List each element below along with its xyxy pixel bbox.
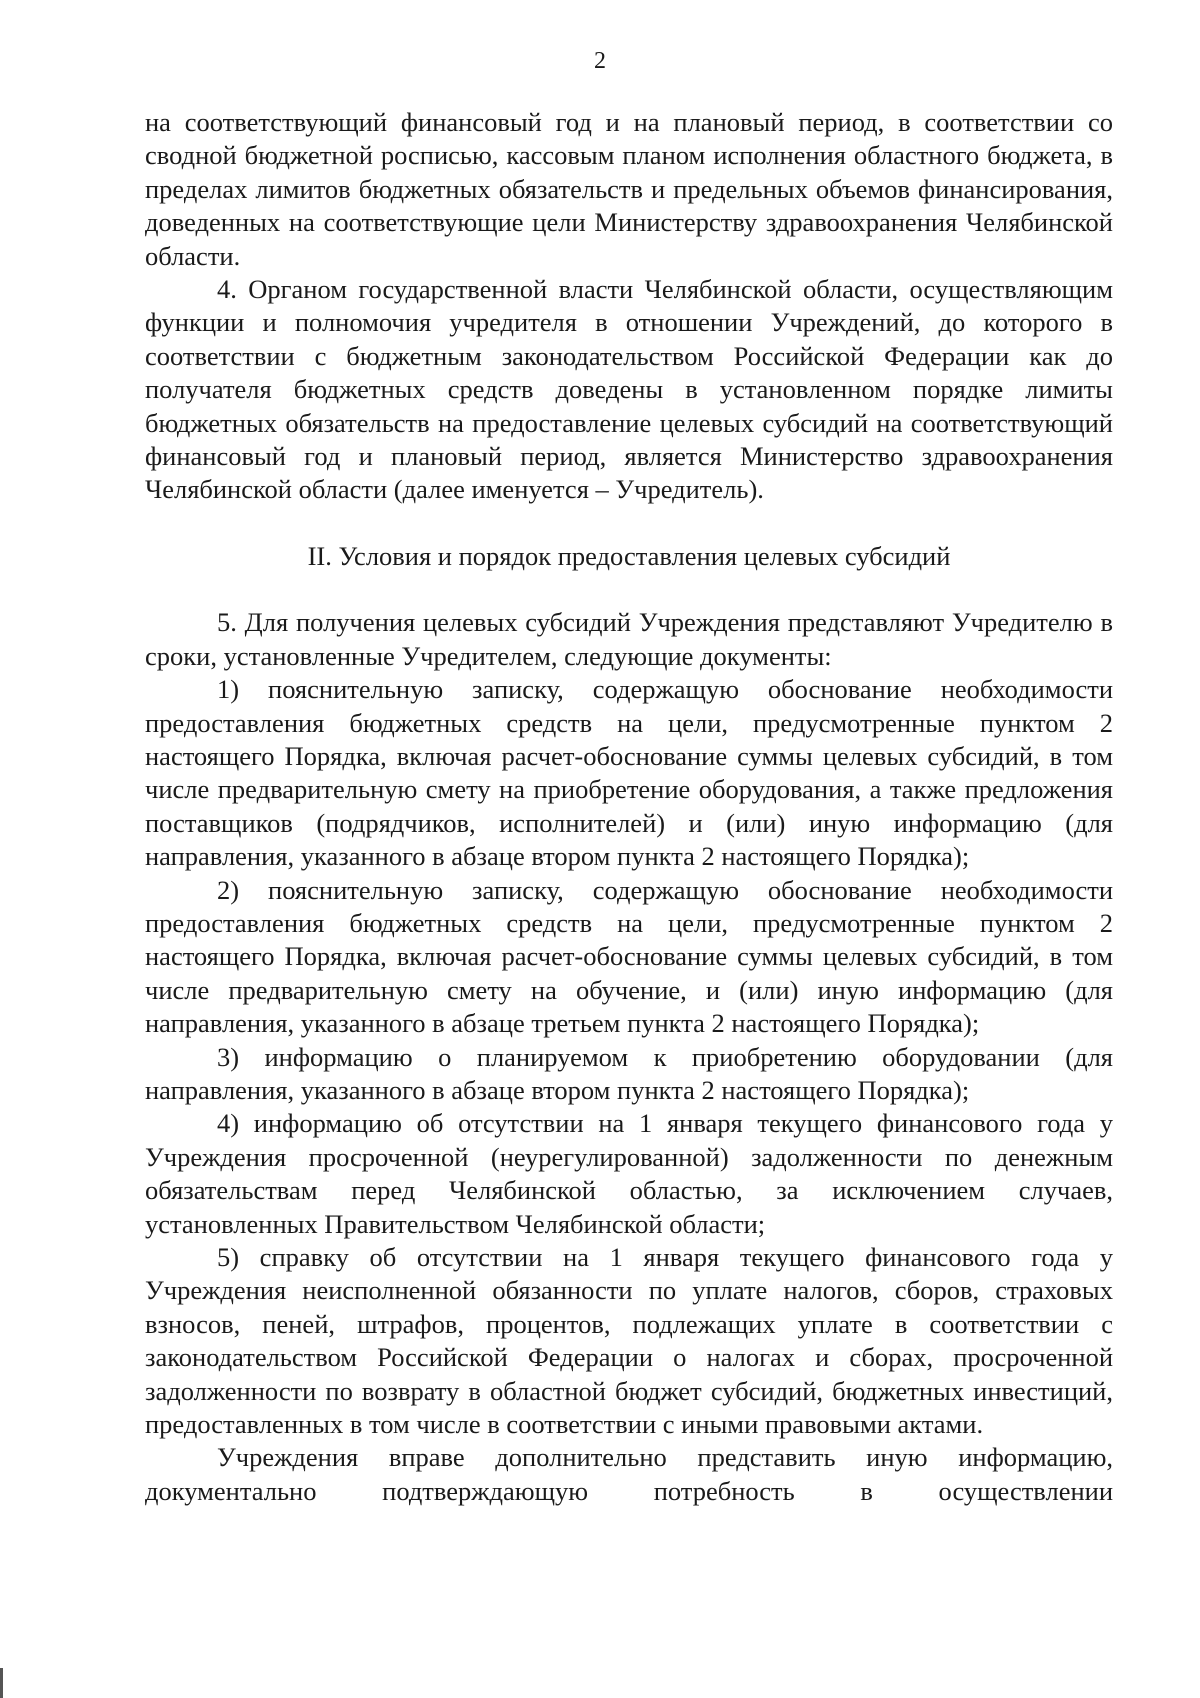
paragraph-additional-info: Учреждения вправе дополнительно представить иную информацию, документально подтверждающую потребность в осуществлении xyxy=(145,1442,1113,1506)
scan-edge-mark xyxy=(0,1668,3,1698)
page-number: 2 xyxy=(594,48,606,74)
section-heading: II. Условия и порядок предоставления целевых субсидий xyxy=(307,540,951,571)
paragraph-continuation: на соответствующий финансовый год и на плановый период, в соответствии со сводной бюджетной росписью, кассовым планом исполнения областного бюджета, в пределах лимитов бюджетных обязательств и предельных объемов финансирования, доведенных на соответствующие цели Министерству здравоохранения Челябинской области. xyxy=(145,107,1113,271)
document-body xyxy=(145,106,1113,1508)
paragraph-item-4: 4. Органом государственной власти Челябинской области, осуществляющим функции и полномочия учредителя в отношении Учреждений, до которого в соответствии с бюджетным законодательством Российской Федерации как до получателя бюджетных средств доведены в установленном порядке лимиты бюджетных обязательств на предоставление целевых субсидий на соответствующий финансовый год и плановый период, является Министерство здравоохранения Челябинской области (далее именуется – Учредитель). xyxy=(145,274,1113,505)
list-item-1: 1) пояснительную записку, содержащую обоснование необходимости предоставления бюджетных средств на цели, предусмотренные пунктом 2 настоящего Порядка, включая расчет-обоснование суммы целевых субсидий, в том числе предварительную смету на приобретение оборудования, а также предложения поставщиков (подрядчиков, исполнителей) и (или) иную информацию (для направления, указанного в абзаце втором пункта 2 настоящего Порядка); xyxy=(145,674,1113,872)
list-item-3: 3) информацию о планируемом к приобретению оборудовании (для направления, указанного в абзаце втором пункта 2 настоящего Порядка); xyxy=(145,1041,1113,1105)
list-item-4: 4) информацию об отсутствии на 1 января текущего финансового года у Учреждения просроченной (неурегулированной) задолженности по денежным обязательствам перед Челябинской областью, за исключением случаев, установленных Правительством Челябинской области; xyxy=(145,1108,1113,1239)
paragraph-item-5: 5. Для получения целевых субсидий Учреждения представляют Учредителю в сроки, установленные Учредителем, следующие документы: xyxy=(145,607,1113,671)
list-item-5: 5) справку об отсутствии на 1 января текущего финансового года у Учреждения неисполненной обязанности по уплате налогов, сборов, страховых взносов, пеней, штрафов, процентов, подлежащих уплате в соответствии с законодательством Российской Федерации о налогах и сборах, просроченной задолженности по возврату в областной бюджет субсидий, бюджетных инвестиций, предоставленных в том числе в соответствии с иными правовыми актами. xyxy=(145,1242,1113,1440)
list-item-2: 2) пояснительную записку, содержащую обоснование необходимости предоставления бюджетных средств на цели, предусмотренные пунктом 2 настоящего Порядка, включая расчет-обоснование суммы целевых субсидий, в том числе предварительную смету на обучение, и (или) иную информацию (для направления, указанного в абзаце третьем пункта 2 настоящего Порядка); xyxy=(145,874,1113,1039)
